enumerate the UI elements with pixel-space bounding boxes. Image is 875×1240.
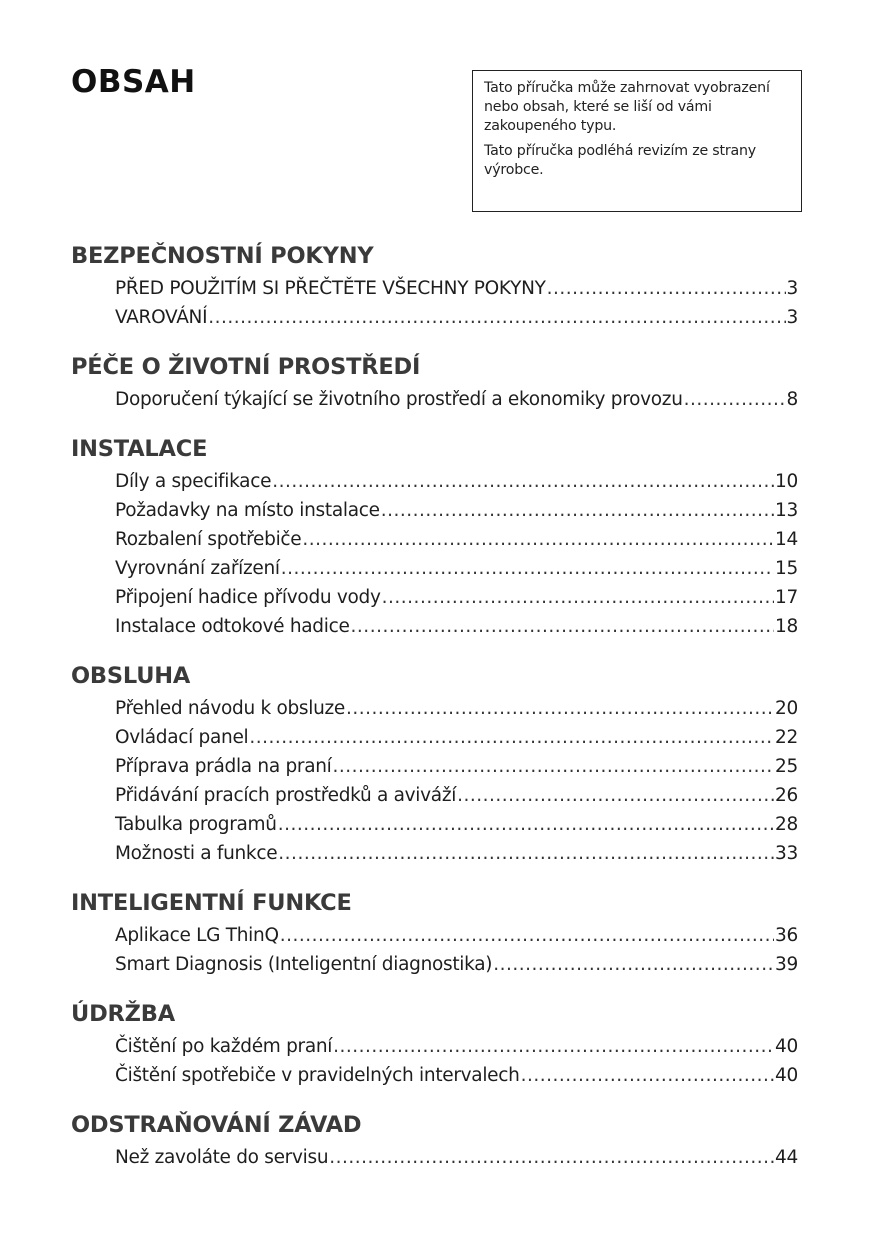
toc-entry[interactable] [71, 496, 798, 525]
toc-entry-page: 44 [775, 1147, 798, 1168]
toc-entry-label: Příprava prádla na praní [115, 756, 332, 777]
toc-entry-page: 13 [775, 500, 798, 521]
toc-entry-label: Tabulka programů [115, 814, 277, 835]
toc-entry-page: 14 [775, 529, 798, 550]
table-of-contents [71, 238, 798, 1189]
toc-entry-label: Požadavky na místo instalace [115, 500, 380, 521]
dot-leader [333, 752, 775, 781]
toc-section-obsluha [71, 658, 798, 868]
toc-entry-page: 40 [775, 1065, 798, 1086]
section-title: OBSLUHA [71, 663, 191, 689]
toc-section-odstranovani-zavad [71, 1107, 798, 1172]
toc-entry[interactable] [71, 921, 798, 950]
section-title: PÉČE O ŽIVOTNÍ PROSTŘEDÍ [71, 354, 421, 380]
toc-entry-page: 36 [775, 925, 798, 946]
dot-leader [493, 950, 774, 979]
toc-entry[interactable] [71, 612, 798, 641]
dot-leader [208, 303, 785, 332]
dot-leader [351, 612, 775, 641]
toc-entry-page: 33 [775, 843, 798, 864]
toc-entry-page: 40 [775, 1036, 798, 1057]
toc-entry-label: VAROVÁNÍ [115, 307, 208, 328]
toc-section-inteligentni-funkce [71, 885, 798, 979]
toc-entry[interactable] [71, 525, 798, 554]
toc-entry-page: 17 [775, 587, 798, 608]
dot-leader [329, 1143, 774, 1172]
section-title: ODSTRAŇOVÁNÍ ZÁVAD [71, 1112, 362, 1138]
toc-entry-page: 15 [775, 558, 798, 579]
toc-entry[interactable] [71, 554, 798, 583]
toc-entry[interactable] [71, 752, 798, 781]
toc-entry-page: 3 [786, 278, 798, 299]
toc-entry[interactable] [71, 781, 798, 810]
toc-entry-page: 22 [775, 727, 798, 748]
toc-entry-page: 39 [775, 954, 798, 975]
toc-entry-label: Díly a specifikace [115, 471, 272, 492]
toc-entry[interactable] [71, 1143, 798, 1172]
toc-entry[interactable] [71, 467, 798, 496]
toc-section-pece-o-zivotni-prostredi [71, 349, 798, 414]
dot-leader [521, 1061, 774, 1090]
toc-entry-label: Smart Diagnosis (Inteligentní diagnostika) [115, 954, 493, 975]
dot-leader [249, 723, 774, 752]
toc-entry[interactable] [71, 583, 798, 612]
page-title: OBSAH [71, 64, 196, 100]
dot-leader [333, 1032, 774, 1061]
toc-entry-label: Připojení hadice přívodu vody [115, 587, 381, 608]
toc-entry[interactable] [71, 839, 798, 868]
toc-entry-label: Než zavoláte do servisu [115, 1147, 329, 1168]
toc-section-bezpecnostni-pokyny [71, 238, 798, 332]
dot-leader [278, 810, 774, 839]
toc-entry-page: 28 [775, 814, 798, 835]
toc-entry[interactable] [71, 1032, 798, 1061]
notice-box [472, 70, 802, 212]
dot-leader [346, 694, 774, 723]
section-title: BEZPEČNOSTNÍ POKYNY [71, 243, 374, 269]
dot-leader [278, 839, 774, 868]
notice-paragraph: Tato příručka může zahrnovat vyobrazení nebo obsah, které se liší od vámi zakoupeného typu. [484, 80, 770, 134]
dot-leader [281, 554, 774, 583]
toc-entry-page: 10 [775, 471, 798, 492]
dot-leader [302, 525, 774, 554]
toc-entry[interactable] [71, 810, 798, 839]
toc-entry-page: 26 [775, 785, 798, 806]
toc-entry[interactable] [71, 950, 798, 979]
toc-entry-label: Přidávání pracích prostředků a aviváží [115, 785, 457, 806]
toc-entry-label: Doporučení týkající se životního prostředí a ekonomiky provozu [115, 389, 683, 410]
dot-leader [381, 496, 774, 525]
dot-leader [382, 583, 774, 612]
toc-section-instalace [71, 431, 798, 641]
toc-entry-label: Vyrovnání zařízení [115, 558, 280, 579]
toc-entry-page: 25 [775, 756, 798, 777]
toc-entry[interactable] [71, 1061, 798, 1090]
toc-entry-label: Možnosti a funkce [115, 843, 278, 864]
section-title: INTELIGENTNÍ FUNKCE [71, 890, 352, 916]
toc-entry-label: PŘED POUŽITÍM SI PŘEČTĚTE VŠECHNY POKYNY [115, 278, 546, 299]
toc-entry[interactable] [71, 723, 798, 752]
toc-entry-label: Čištění spotřebiče v pravidelných intervalech [115, 1065, 520, 1086]
toc-entry[interactable] [71, 274, 798, 303]
dot-leader [457, 781, 774, 810]
dot-leader [547, 274, 786, 303]
section-title: ÚDRŽBA [71, 1001, 175, 1027]
notice-paragraph: Tato příručka podléhá revizím ze strany výrobce. [484, 143, 756, 178]
dot-leader [272, 467, 774, 496]
toc-entry[interactable] [71, 385, 798, 414]
toc-entry[interactable] [71, 694, 798, 723]
toc-entry-label: Instalace odtokové hadice [115, 616, 350, 637]
toc-entry-page: 8 [786, 389, 798, 410]
toc-entry-label: Čištění po každém praní [115, 1036, 333, 1057]
toc-section-udrzba [71, 996, 798, 1090]
toc-entry-page: 3 [786, 307, 798, 328]
toc-entry-label: Ovládací panel [115, 727, 249, 748]
section-title: INSTALACE [71, 436, 208, 462]
dot-leader [684, 385, 786, 414]
toc-entry-page: 18 [775, 616, 798, 637]
toc-entry[interactable] [71, 303, 798, 332]
dot-leader [280, 921, 774, 950]
toc-entry-label: Přehled návodu k obsluze [115, 698, 346, 719]
toc-entry-page: 20 [775, 698, 798, 719]
toc-entry-label: Rozbalení spotřebiče [115, 529, 302, 550]
toc-entry-label: Aplikace LG ThinQ [115, 925, 279, 946]
